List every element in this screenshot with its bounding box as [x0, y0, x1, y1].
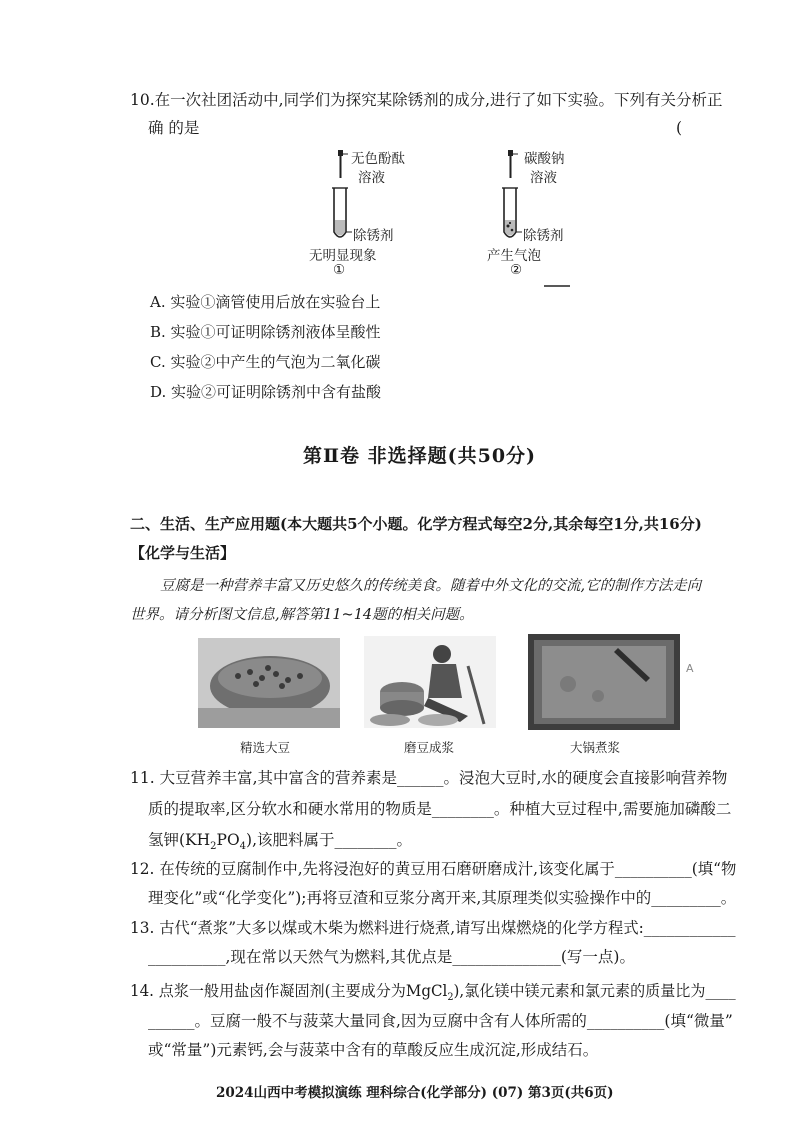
- q12-line1: 12. 在传统的豆腐制作中,先将浸泡好的黄豆用石磨研磨成汁,该变化属于__________(填“物: [130, 860, 737, 878]
- test-tube-icon-2: [502, 188, 518, 237]
- exp2-sample-label: 除锈剂: [523, 228, 564, 244]
- q10-line1: 10.在一次社团活动中,同学们为探究某除锈剂的成分,进行了如下实验。下列有关分析正: [130, 91, 723, 109]
- exp2-reagent-line2: 溶液: [530, 170, 557, 186]
- test-tube-icon-1: [332, 188, 348, 237]
- q10-answer-bracket: (: [676, 119, 683, 137]
- part2-subheader: 【化学与生活】: [130, 544, 236, 562]
- intro-line1: 豆腐是一种营养丰富又历史悠久的传统美食。随着中外文化的交流,它的制作方法走向: [160, 578, 702, 594]
- section-title: 第Ⅱ卷 非选择题(共50分): [303, 445, 537, 467]
- exp2-reagent-line1: 碳酸钠: [524, 151, 565, 167]
- q10-line2: 确 的是: [148, 119, 200, 137]
- q10-choice-d: D. 实验②可证明除锈剂中含有盐酸: [150, 383, 382, 401]
- q14-line3: 或“常量”)元素钙,会与菠菜中含有的草酸反应生成沉淀,形成结石。: [148, 1041, 599, 1059]
- exp1-number: ①: [333, 262, 346, 278]
- q13-line1: 13. 古代“煮浆”大多以煤或木柴为燃料进行烧煮,请写出煤燃烧的化学方程式:____________: [130, 919, 736, 937]
- q12-line2: 理变化”或“化学变化”);再将豆渣和豆浆分离开来,其原理类似实验操作中的_________。: [148, 889, 737, 907]
- page-footer: 2024山西中考模拟演练 理科综合(化学部分) (07) 第3页(共6页): [216, 1085, 614, 1101]
- soybean-photo: [198, 638, 340, 728]
- exp1-reagent-line1: 无色酚酞: [351, 151, 405, 167]
- q14-line1: 14. 点浆一般用盐卤作凝固剂(主要成分为MgCl$_2$),氯化镁中镁元素和氯元素的质量比为____: [130, 982, 736, 1004]
- exp1-reagent-line2: 溶液: [358, 170, 385, 186]
- boiling-photo: [528, 634, 680, 730]
- dropper-icon-2: [508, 150, 513, 178]
- exp1-result: 无明显现象: [309, 248, 377, 264]
- stray-mark: A: [686, 662, 694, 675]
- intro-line2: 世界。请分析图文信息,解答第11~14题的相关问题。: [130, 607, 474, 623]
- caption-2: 磨豆成浆: [404, 740, 455, 755]
- q11-line1: 11. 大豆营养丰富,其中富含的营养素是______。浸泡大豆时,水的硬度会直接影响营养物: [130, 769, 728, 787]
- q14-line2: ______。豆腐一般不与菠菜大量同食,因为豆腐中含有人体所需的__________(填“微量”: [148, 1012, 733, 1030]
- dropper-icon-1: [338, 150, 343, 178]
- caption-3: 大锅煮浆: [570, 740, 621, 755]
- q11-line3: 氢钾$(KH_2PO_4)$,该肥料属于________。: [148, 831, 413, 853]
- grinding-photo: [364, 636, 496, 728]
- q10-choice-a: A. 实验①滴管使用后放在实验台上: [150, 293, 381, 311]
- q11-line2: 质的提取率,区分软水和硬水常用的物质是________。种植大豆过程中,需要施加磷酸二: [148, 800, 732, 818]
- q10-choice-b: B. 实验①可证明除锈剂液体呈酸性: [150, 323, 381, 341]
- exp1-sample-label: 除锈剂: [353, 228, 394, 244]
- q13-line2: __________,现在常以天然气为燃料,其优点是______________(写一点)。: [148, 948, 635, 966]
- caption-1: 精选大豆: [240, 740, 291, 755]
- exp2-number: ②: [510, 262, 523, 278]
- q10-choice-c: C. 实验②中产生的气泡为二氧化碳: [150, 353, 381, 371]
- exp2-result: 产生气泡: [487, 248, 541, 264]
- part2-header: 二、生活、生产应用题(本大题共5个小题。化学方程式每空2分,其余每空1分,共16分): [130, 515, 702, 533]
